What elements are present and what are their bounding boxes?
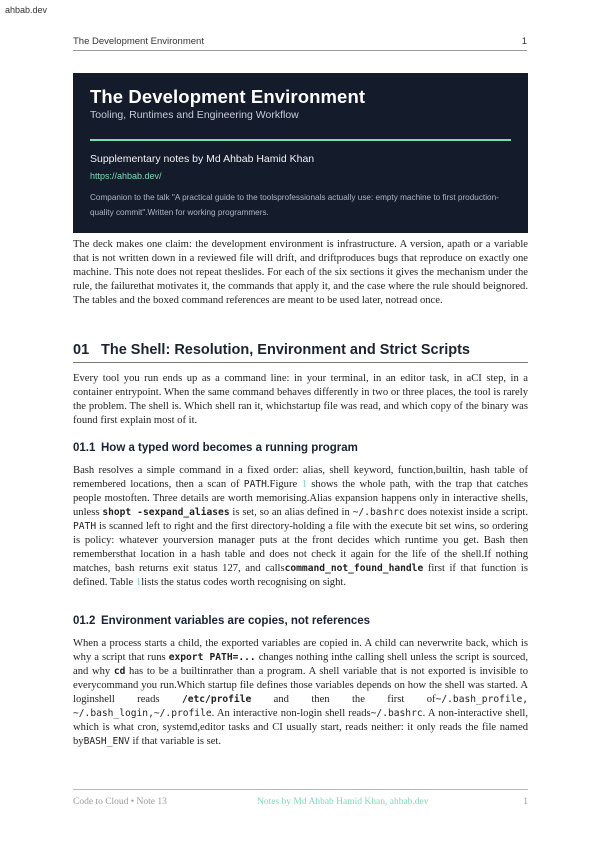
code-bashrc: ~/.bashrc <box>352 507 405 518</box>
code-export-path: export PATH=... <box>168 652 256 663</box>
text-run: Bash resolves a simple command in a fixed order: alias, shell keyword, function,builtin, hash table of remembered locations, then a scan of <box>73 465 528 490</box>
text-run: When a process starts a child, the exported variables are copied in. A child can neverwrite back, which is why a script that runs <box>73 638 528 663</box>
code-not-found-handle: command_not_found_handle <box>284 563 424 574</box>
environment-paragraph <box>73 637 528 749</box>
title-divider <box>90 139 511 141</box>
text-run: is set, so an alias defined in <box>229 507 353 518</box>
document-description: Companion to the talk "A practical guide to the toolsprofessionals actually use: empty machine to first production-quality commit".Written for working programmers. <box>90 193 499 217</box>
code-profile-files: ~/.bash_profile, ~/.bash_login,~/.profile <box>73 694 529 719</box>
text-run: . An interactive non-login shell reads <box>211 708 371 719</box>
author-line: Supplementary notes by Md Ahbab Hamid Khan <box>90 153 315 165</box>
resolution-paragraph <box>73 464 528 590</box>
text-run: has to be a builtinrather than a program. A shell variable that is not exported is invisible to everycommand you run.Which startup file defines those variables depends on how the shell was started. A loginshell reads <box>73 666 528 705</box>
section-title: The Shell: Resolution, Environment and Strict Scripts <box>101 342 470 358</box>
code-bash-env: BASH_ENV <box>83 736 130 747</box>
text-run: lists the status codes worth recognising on sight. <box>141 577 346 588</box>
subsection-title: How a typed word becomes a running program <box>101 442 358 454</box>
code-path: PATH <box>243 479 267 490</box>
title-banner <box>73 73 528 233</box>
text-run: if that variable is set. <box>129 736 222 747</box>
document-title: The Development Environment <box>90 86 366 107</box>
text-run: and then the first of <box>251 694 436 705</box>
running-header-page-number: 1 <box>521 36 527 47</box>
footer-author-credit: Notes by Md Ahbab Hamid Khan, ahbab.dev <box>257 797 429 807</box>
text-run: .Figure <box>266 479 302 490</box>
figure-reference-link[interactable]: 1 <box>301 479 307 490</box>
text-run: does notexist inside a script. <box>404 507 528 518</box>
subsection-title: Environment variables are copies, not references <box>101 615 371 627</box>
text-run: . A non-interactive shell, which is what cron, systemd,editor tasks and CI usually start, reads neither: it only reads the file named by <box>73 708 528 747</box>
watermark-text: ahbab.dev <box>5 5 48 15</box>
page-footer <box>73 797 528 811</box>
section-heading-shell <box>73 342 528 363</box>
footer-page-number: 1 <box>523 797 528 807</box>
code-cd: cd <box>113 666 126 677</box>
running-header <box>73 36 527 51</box>
intro-paragraph: The deck makes one claim: the development environment is infrastructure. A version, apath or a variable that is not written down in a reviewed file will drift, and driftproduces bugs that reproduce on exactly one machine. This note does not repeat theslides. For each of the six sections it gives the mechanism under the rule, the failurethat motivates it, the commands that apply it, and the case where the rule should beignored. The tables and the boxed command references are meant to be used later, notread once. <box>73 239 528 306</box>
table-reference-link[interactable]: 1 <box>135 577 142 588</box>
footer-divider <box>73 789 528 790</box>
author-url-link[interactable]: https://ahbab.dev/ <box>90 171 162 181</box>
footer-series-label: Code to Cloud • Note 13 <box>73 797 167 807</box>
document-subtitle: Tooling, Runtimes and Engineering Workflow <box>90 109 299 121</box>
code-etc-profile: /etc/profile <box>181 694 252 705</box>
section-number: 01 <box>73 342 90 358</box>
section-intro-paragraph: Every tool you run ends up as a command line: in your terminal, in an editor task, in aCI step, in a container entrypoint. When the same command behaves differently in two or three places, the tool is rarely the problem. The shell is. Which shell ran it, whichstartup file was read, and which copy of the binary was found first explain most of it. <box>73 373 528 426</box>
text-run: first if that function is defined. Table <box>73 563 528 588</box>
subsection-number: 01.2 <box>73 615 96 627</box>
subsection-heading-resolution <box>73 442 528 454</box>
subsection-number: 01.1 <box>73 442 96 454</box>
text-run: is scanned left to right and the first directory-holding a file with the execute bit set wins, so ordering is policy: whatever yourversion manager puts at the front decides which runtime you get. Bash then remembersthat location in a hash table and does not check it again for the life of the shell.If nothing matches, bash returns exit status 127, and calls <box>73 521 528 574</box>
subsection-heading-environment <box>73 615 528 627</box>
text-run: shows the whole path, with the trap that catches people mostoften. Three details are worth memorising.Alias expansion happens only in interactive shells, unless <box>73 479 528 518</box>
code-path-2: PATH <box>73 521 97 532</box>
code-bashrc: ~/.bashrc <box>370 708 423 719</box>
running-header-title: The Development Environment <box>73 36 204 47</box>
text-run: changes nothing inthe calling shell unless the script is sourced, and why <box>73 652 529 677</box>
code-shopt: shopt -sexpand_aliases <box>102 507 230 518</box>
